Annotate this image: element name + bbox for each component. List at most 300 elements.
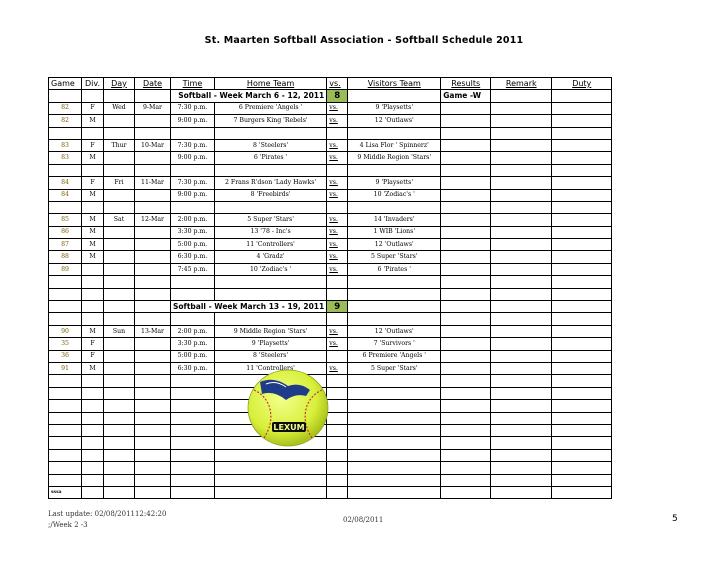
table-cell [348,387,441,399]
table-cell [49,288,82,300]
table-cell [135,276,171,288]
vs-label: vs. [327,115,348,127]
remark [491,177,552,189]
table-cell [441,288,491,300]
table-cell [82,301,104,313]
day [104,115,135,127]
visitor-team: 9 'Playsetts' [348,177,441,189]
table-cell [104,437,135,449]
table-cell [82,486,104,498]
table-cell [49,164,82,176]
table-cell [104,301,135,313]
day [104,152,135,164]
table-cell [135,400,171,412]
table-cell [82,424,104,436]
footer-last-update [48,509,166,531]
division: F [82,102,104,114]
date [135,189,171,201]
table-cell [491,313,552,325]
table-cell [82,288,104,300]
table-cell [348,201,441,213]
table-row [49,350,612,362]
division: M [82,226,104,238]
table-row [49,102,612,114]
table-cell [135,301,171,313]
table-cell [491,276,552,288]
week-number: 9 [327,301,348,313]
table-cell [104,387,135,399]
table-cell [49,387,82,399]
table-cell [441,412,491,424]
remark [491,139,552,151]
table-cell [552,387,612,399]
game-number: 87 [49,239,82,251]
table-cell [171,486,215,498]
week-label: Softball - Week March 6 - 12, 2011 [171,90,327,102]
vs-label: vs. [327,362,348,374]
game-number: 83 [49,139,82,151]
duty [552,338,612,350]
table-cell [327,201,348,213]
col-header-vs: vs. [327,78,348,90]
table-cell [348,486,441,498]
duty [552,102,612,114]
table-cell [348,164,441,176]
table-cell [82,313,104,325]
table-cell [135,449,171,461]
table-row-empty [49,449,612,461]
table-cell [104,313,135,325]
vs-label: vs. [327,177,348,189]
col-header-time: Time [171,78,215,90]
table-cell [171,127,215,139]
remark [491,102,552,114]
table-cell [348,424,441,436]
date [135,115,171,127]
duty [552,214,612,226]
table-cell [552,424,612,436]
result [441,226,491,238]
table-cell [104,375,135,387]
table-cell [214,486,326,498]
table-cell [441,301,491,313]
table-cell [82,276,104,288]
table-cell [552,474,612,486]
table-cell [348,90,441,102]
table-cell [49,276,82,288]
table-row-empty [49,276,612,288]
col-header-results: Results [441,78,491,90]
table-cell [49,375,82,387]
table-cell [49,449,82,461]
table-cell [491,201,552,213]
result [441,214,491,226]
page-number: 5 [672,514,678,524]
vs-label: vs. [327,152,348,164]
duty [552,362,612,374]
division: M [82,251,104,263]
table-row-empty [49,387,612,399]
table-cell [552,437,612,449]
remark [491,350,552,362]
table-cell [49,301,82,313]
remark [491,214,552,226]
division: M [82,189,104,201]
duty [552,226,612,238]
table-cell [327,164,348,176]
table-cell [441,486,491,498]
time: 7:30 p.m. [171,102,215,114]
time: 9:00 p.m. [171,189,215,201]
remark [491,338,552,350]
home-team: 6 'Pirates ' [214,152,326,164]
visitor-team: 9 'Playsetts' [348,102,441,114]
table-cell [348,400,441,412]
division: F [82,139,104,151]
table-row [49,139,612,151]
remark [491,239,552,251]
game-number: 83 [49,152,82,164]
game-number: 36 [49,350,82,362]
day [104,263,135,275]
duty [552,177,612,189]
week-header-row [49,90,612,102]
table-row-empty [49,412,612,424]
duty [552,189,612,201]
visitor-team: 12 'Outlaws' [348,325,441,337]
table-cell [552,412,612,424]
division [82,263,104,275]
table-row [49,189,612,201]
table-cell [135,437,171,449]
day: Thur [104,139,135,151]
table-cell [491,449,552,461]
table-cell [441,424,491,436]
game-number: 86 [49,226,82,238]
vs-label: vs. [327,251,348,263]
table-cell [49,201,82,213]
result [441,139,491,151]
table-cell [552,400,612,412]
col-header-visitors-team: Visitors Team [348,78,441,90]
table-cell [491,90,552,102]
home-team: 9 'Playsetts' [214,338,326,350]
table-cell [348,412,441,424]
table-row [49,325,612,337]
time: 5:00 p.m. [171,350,215,362]
date: 10-Mar [135,139,171,151]
table-row [49,226,612,238]
vs-label [327,350,348,362]
vs-label: vs. [327,263,348,275]
visitor-team: 4 Lisa Flor ' Spinnerz' [348,139,441,151]
result [441,152,491,164]
table-cell [327,288,348,300]
table-cell [552,375,612,387]
week-label: Softball - Week March 13 - 19, 2011 [171,301,327,313]
table-cell [327,276,348,288]
table-cell [214,164,326,176]
table-cell [135,127,171,139]
small-mark: sssa [49,486,82,498]
day [104,239,135,251]
table-cell [327,127,348,139]
table-cell [552,449,612,461]
game-number: 82 [49,115,82,127]
table-cell [491,462,552,474]
table-cell [104,276,135,288]
table-cell [104,424,135,436]
col-header-game: Game [49,78,82,90]
table-cell [104,412,135,424]
table-cell [104,90,135,102]
home-team: 4 'Gradz' [214,251,326,263]
table-row [49,263,612,275]
table-cell [171,474,215,486]
table-cell [104,127,135,139]
table-row-mark [49,486,612,498]
remark [491,362,552,374]
duty [552,239,612,251]
table-cell [214,462,326,474]
table-cell [214,201,326,213]
result [441,102,491,114]
result [441,263,491,275]
result [441,325,491,337]
table-cell [49,424,82,436]
table-cell [491,301,552,313]
table-cell [82,201,104,213]
table-row-empty [49,437,612,449]
visitor-team: 12 'Outlaws' [348,115,441,127]
table-cell [82,462,104,474]
time: 6:30 p.m. [171,362,215,374]
table-cell [135,288,171,300]
table-cell [491,486,552,498]
result [441,251,491,263]
table-cell [327,462,348,474]
table-cell [552,201,612,213]
result [441,338,491,350]
table-cell [49,412,82,424]
table-cell [135,412,171,424]
col-header-day: Day [104,78,135,90]
table-cell [49,474,82,486]
table-cell [104,164,135,176]
table-cell [491,424,552,436]
time: 6:30 p.m. [171,251,215,263]
date [135,239,171,251]
game-number: 82 [49,102,82,114]
table-cell [135,462,171,474]
table-cell [135,164,171,176]
visitor-team: 5 Super 'Stars' [348,362,441,374]
division: M [82,362,104,374]
table-cell [441,387,491,399]
table-cell [552,288,612,300]
day: Wed [104,102,135,114]
date [135,350,171,362]
division: F [82,338,104,350]
table-cell [491,400,552,412]
table-cell [171,201,215,213]
table-cell [552,313,612,325]
day [104,189,135,201]
table-cell [171,313,215,325]
table-row [49,251,612,263]
division: M [82,325,104,337]
table-cell [441,127,491,139]
table-row-empty [49,474,612,486]
remark [491,189,552,201]
day [104,362,135,374]
day: Sat [104,214,135,226]
day [104,350,135,362]
table-cell [552,462,612,474]
table-cell [82,400,104,412]
table-cell [491,474,552,486]
day [104,338,135,350]
home-team: 7 Burgers King 'Rebels' [214,115,326,127]
division: M [82,152,104,164]
game-number: 84 [49,177,82,189]
table-row [49,239,612,251]
table-cell [135,201,171,213]
time: 9:00 p.m. [171,115,215,127]
game-number: 35 [49,338,82,350]
table-cell [49,313,82,325]
table-cell [348,437,441,449]
division: F [82,177,104,189]
result [441,350,491,362]
table-cell [135,474,171,486]
date [135,338,171,350]
duty [552,350,612,362]
col-header-duty: Duty [552,78,612,90]
table-row-empty [49,201,612,213]
footer-date: 02/08/2011 [343,516,384,524]
home-team: 8 'Freebirds' [214,189,326,201]
table-cell [214,127,326,139]
remark [491,226,552,238]
visitor-team: 6 Premiere 'Angels ' [348,350,441,362]
table-cell [171,449,215,461]
softball-image [246,368,330,448]
table-cell [214,313,326,325]
week-header-row [49,301,612,313]
table-cell [104,474,135,486]
vs-label: vs. [327,338,348,350]
footer-last-update-line: Last update: 02/08/201112:42:20 [48,510,167,518]
table-row-empty [49,375,612,387]
table-row [49,362,612,374]
remark [491,115,552,127]
table-row-empty [49,164,612,176]
table-cell [171,375,215,387]
table-cell [348,462,441,474]
col-header-date: Date [135,78,171,90]
date [135,226,171,238]
table-cell [104,462,135,474]
result [441,177,491,189]
day [104,226,135,238]
table-cell [135,424,171,436]
table-cell [82,387,104,399]
visitor-team: 7 'Survivors ' [348,338,441,350]
table-cell [171,462,215,474]
table-cell [327,313,348,325]
home-team: 6 Premiere 'Angels ' [214,102,326,114]
time: 3:30 p.m. [171,338,215,350]
table-row-empty [49,127,612,139]
table-cell [348,127,441,139]
time: 3:30 p.m. [171,226,215,238]
table-cell [104,486,135,498]
date: 13-Mar [135,325,171,337]
table-cell [441,437,491,449]
result [441,239,491,251]
table-cell [441,164,491,176]
day [104,251,135,263]
vs-label: vs. [327,214,348,226]
table-cell [441,474,491,486]
table-cell [348,375,441,387]
table-cell [135,387,171,399]
table-row [49,152,612,164]
table-cell [348,313,441,325]
week-number: 8 [327,90,348,102]
visitor-team: 12 'Outlaws' [348,239,441,251]
time: 9:00 p.m. [171,152,215,164]
table-cell [214,276,326,288]
vs-label: vs. [327,139,348,151]
table-cell [552,486,612,498]
day: Fri [104,177,135,189]
results-label: Game -W [441,90,491,102]
table-cell [104,201,135,213]
table-cell [441,313,491,325]
table-cell [135,90,171,102]
table-cell [82,437,104,449]
table-cell [82,474,104,486]
remark [491,152,552,164]
table-cell [82,90,104,102]
home-team: 5 Super 'Stars' [214,214,326,226]
table-cell [49,90,82,102]
table-cell [171,276,215,288]
division: M [82,115,104,127]
date: 9-Mar [135,102,171,114]
duty [552,251,612,263]
table-cell [348,449,441,461]
game-number: 91 [49,362,82,374]
home-team: 10 'Zodiac's ' [214,263,326,275]
home-team: 8 'Steelers' [214,139,326,151]
table-cell [552,276,612,288]
time: 2:00 p.m. [171,214,215,226]
table-cell [441,462,491,474]
table-cell [104,288,135,300]
table-cell [491,164,552,176]
table-cell [552,301,612,313]
table-cell [214,449,326,461]
table-cell [348,301,441,313]
table-cell [348,288,441,300]
table-row-empty [49,400,612,412]
table-row-empty [49,313,612,325]
home-team: 11 'Controllers' [214,362,326,374]
date [135,152,171,164]
